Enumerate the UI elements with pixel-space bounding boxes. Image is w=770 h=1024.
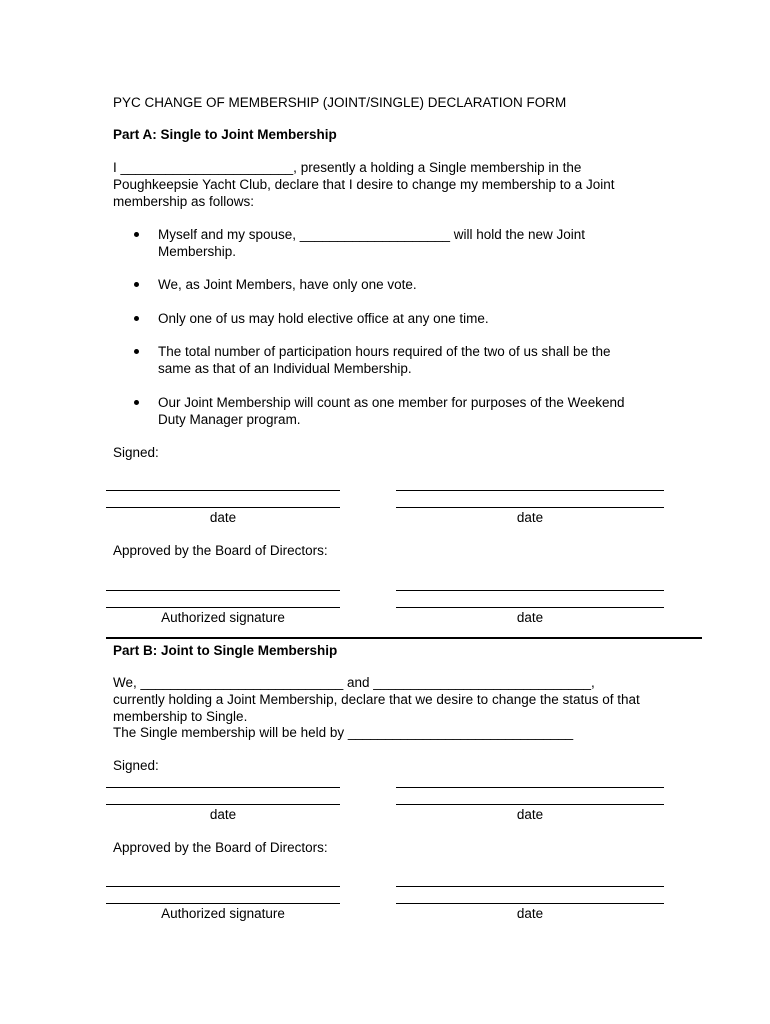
part-a-signed-left-caption: date: [209, 510, 237, 525]
part-a-intro-line-3: membership as follows:: [113, 194, 255, 209]
part-b-signed-left-caption: date: [209, 807, 237, 822]
signature-line[interactable]: [106, 886, 340, 887]
part-b-intro-line-3: membership to Single.: [113, 709, 248, 724]
part-a-bullet-5-line-1: Our Joint Membership will count as one member for purposes of the Weekend: [158, 395, 625, 410]
signature-line[interactable]: [396, 787, 664, 788]
part-a-approved-left-caption: Authorized signature: [161, 610, 285, 625]
signature-line[interactable]: [396, 590, 664, 591]
part-a-bullet-5-line-2: Duty Manager program.: [158, 412, 301, 427]
part-a-approved-label: Approved by the Board of Directors:: [113, 543, 328, 558]
bullet-icon: [134, 400, 139, 405]
part-b-signed-label: Signed:: [113, 758, 159, 773]
signature-line[interactable]: [106, 787, 340, 788]
bullet-icon: [134, 316, 139, 321]
signature-line[interactable]: [106, 903, 340, 904]
signature-line[interactable]: [106, 590, 340, 591]
form-title: PYC CHANGE OF MEMBERSHIP (JOINT/SINGLE) DECLARATION FORM: [113, 95, 567, 110]
signature-line[interactable]: [106, 607, 340, 608]
signature-line[interactable]: [396, 886, 664, 887]
date-line[interactable]: [396, 607, 664, 608]
part-b-heading: Part B: Joint to Single Membership: [113, 643, 338, 658]
part-a-bullet-2: We, as Joint Members, have only one vote.: [158, 277, 417, 292]
part-b-intro-line-2: currently holding a Joint Membership, declare that we desire to change the status of that: [113, 692, 640, 707]
part-b-approved-left-caption: Authorized signature: [161, 906, 285, 921]
part-a-bullet-1-line-1: Myself and my spouse, ____________________ will hold the new Joint: [158, 227, 586, 242]
bullet-icon: [134, 349, 139, 354]
part-a-approved-right-caption: date: [516, 610, 544, 625]
part-b-intro-line-1: We, ___________________________ and _____________________________,: [113, 675, 595, 690]
bullet-icon: [134, 282, 139, 287]
part-b-approved-right-caption: date: [516, 906, 544, 921]
part-b-approved-label: Approved by the Board of Directors:: [113, 840, 328, 855]
signature-line[interactable]: [396, 490, 664, 491]
date-line[interactable]: [396, 903, 664, 904]
part-a-heading: Part A: Single to Joint Membership: [113, 127, 337, 142]
signature-line[interactable]: [106, 490, 340, 491]
part-b-signed-right-caption: date: [516, 807, 544, 822]
part-a-bullet-3: Only one of us may hold elective office at any one time.: [158, 311, 489, 326]
section-divider: [106, 637, 702, 639]
part-a-bullet-4-line-1: The total number of participation hours required of the two of us shall be the: [158, 344, 611, 359]
date-line[interactable]: [396, 804, 664, 805]
bullet-icon: [134, 232, 139, 237]
part-a-intro-line-1: I _______________________, presently a holding a Single membership in the: [113, 160, 582, 175]
part-a-bullet-1-line-2: Membership.: [158, 244, 237, 259]
date-line[interactable]: [396, 507, 664, 508]
part-a-intro-line-2: Poughkeepsie Yacht Club, declare that I desire to change my membership to a Joint: [113, 177, 615, 192]
part-b-intro-line-4: The Single membership will be held by ______________________________: [113, 725, 574, 740]
signature-line[interactable]: [106, 804, 340, 805]
part-a-signed-right-caption: date: [516, 510, 544, 525]
part-a-bullet-4-line-2: same as that of an Individual Membership.: [158, 361, 412, 376]
signature-line[interactable]: [106, 507, 340, 508]
part-a-signed-label: Signed:: [113, 445, 159, 460]
